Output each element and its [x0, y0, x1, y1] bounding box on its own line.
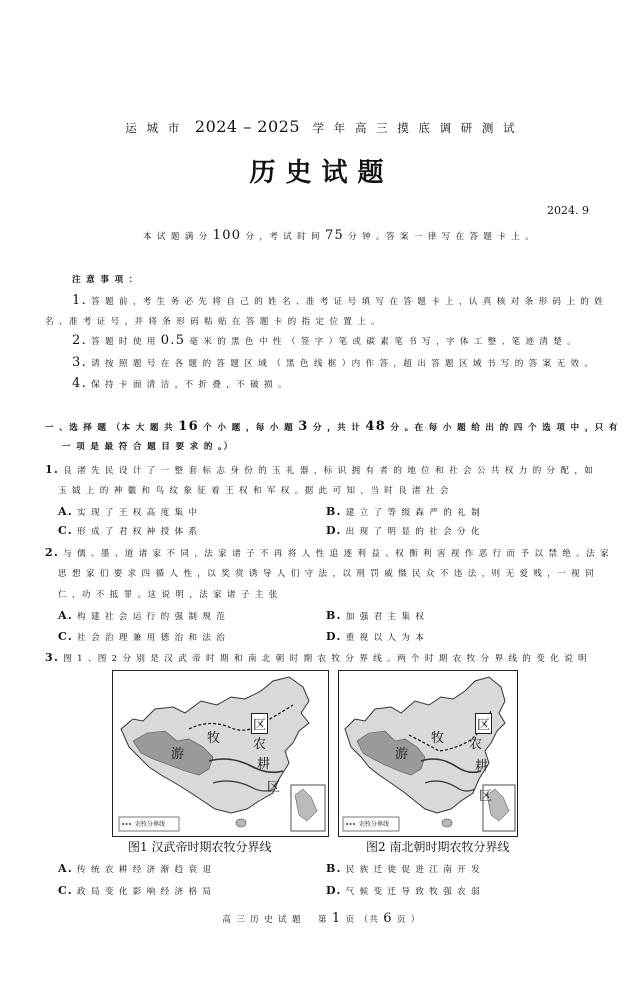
exam-info-p3: 分 钟 。答 案 一 律 写 在 答 题 卡 上 。: [348, 232, 536, 242]
footer-subject: 高 三 历 史 试 题: [222, 915, 302, 925]
q2-option-c-text: 社 会 治 理 兼 用 德 治 和 法 治: [77, 633, 227, 643]
header-suffix: 学 年 高 三 摸 底 调 研 测 试: [312, 121, 518, 135]
map-1-label-you: 游: [171, 747, 185, 762]
exam-minutes: 75: [324, 228, 345, 243]
section-1-each: 3: [298, 419, 309, 434]
note-1: [72, 293, 604, 308]
q2-option-d[interactable]: [326, 630, 425, 643]
map-1-label-mu: 牧: [207, 731, 221, 746]
map-2-label-nong: 农: [469, 737, 483, 752]
question-2-line2: 思 想 家 们 要 求 四 循 人 性 ，以 奖 赏 诱 导 人 们 守 法 ，以 刑 罚 威 慑 民 众 不 违 法 ，则 无 爱 贱 ，一 视 同: [58, 569, 595, 579]
header-prefix: 运 城 市: [125, 121, 183, 135]
q2-option-c[interactable]: [58, 630, 226, 643]
q1-option-b-label: B.: [326, 505, 342, 518]
note-3: [72, 355, 594, 370]
note-4: [72, 376, 288, 391]
exam-info: [143, 228, 535, 243]
q1-option-d-text: 出 现 了 明 显 的 社 会 分 化: [345, 527, 481, 537]
exam-header: [0, 117, 643, 136]
map-2-label-qu2: 区: [479, 789, 493, 804]
footer-page: 1: [331, 911, 342, 926]
header-year-range: 2024 – 2025: [194, 117, 300, 136]
section-1-c: 分 ，共 计: [312, 423, 362, 433]
q2-option-b-text: 加 强 君 主 集 权: [345, 612, 426, 622]
q1-option-a[interactable]: [58, 505, 198, 518]
section-1-count: 16: [178, 419, 199, 434]
map-2-label-you: 游: [395, 747, 409, 762]
map-1-caption: 图1 汉武帝时期农牧分界线: [128, 840, 272, 854]
footer-d: 页 ）: [396, 915, 421, 925]
q3-option-c[interactable]: [58, 884, 212, 897]
notes-heading: 注 意 事 项 ：: [72, 275, 139, 285]
section-1-a: 一 、选 择 题 （本 大 题 共: [45, 423, 174, 433]
q3-option-d-label: D.: [326, 884, 342, 897]
map-1-label-geng: 耕: [257, 757, 271, 772]
question-3-line1: 图 1 、图 2 分 别 是 汉 武 帝 时 期 和 南 北 朝 时 期 农 牧 分 界 线 。两 个 时 期 农 牧 分 界 线 的 变 化 说 明: [63, 654, 588, 664]
note-1-line2: 名 、准 考 证 号 ，并 将 条 形 码 粘 贴 在 答 题 卡 的 指 定 位 置 上 。: [45, 317, 382, 327]
q3-option-d-text: 气 候 变 迁 导 致 牧 强 农 弱: [345, 887, 481, 897]
note-1-num: 1.: [72, 293, 88, 308]
q2-option-c-label: C.: [58, 630, 73, 643]
q2-option-d-label: D.: [326, 630, 342, 643]
q3-option-b-label: B.: [326, 862, 342, 875]
question-1: [45, 463, 594, 476]
note-2-b: 毫 米 的 黑 色 中 性 （ 签 字 ）笔 或 碳 素 笔 书 写 ，字 体 工 整 、笔 迹 清 楚 。: [189, 337, 578, 347]
q3-option-b-text: 民 族 迁 徙 促 进 江 南 开 发: [345, 865, 482, 875]
q2-option-b-label: B.: [326, 609, 342, 622]
question-1-line1: 良 渚 先 民 设 计 了 一 整 套 标 志 身 份 的 玉 礼 器 ，标 识 拥 有 者 的 地 位 和 社 会 公 共 权 力 的 分 配 ，如: [63, 466, 595, 476]
map-2: [338, 670, 518, 837]
q3-option-c-label: C.: [58, 884, 73, 897]
q1-option-b-text: 建 立 了 等 级 森 严 的 礼 制: [345, 508, 482, 518]
q1-option-d[interactable]: [326, 524, 481, 537]
map-2-label-qu1: 区: [475, 713, 492, 734]
note-2: [72, 333, 577, 348]
q1-option-a-label: A.: [58, 505, 73, 518]
section-1-intro: [45, 419, 619, 434]
map-1-legend: 农牧分界线: [135, 821, 166, 828]
question-2-number: 2.: [45, 546, 60, 559]
page-footer: [0, 911, 643, 926]
question-2-line1: 与 儒 、墨 、道 诸 家 不 同 ，法 家 诸 子 不 再 将 人 性 追 逐 利 益 、权 衡 利 害 视 作 恶 行 而 予 以 禁 绝 。法 家: [63, 549, 610, 559]
map-1-label-qu1: 区: [251, 713, 268, 734]
section-1-total: 48: [365, 419, 387, 434]
footer-c: 页 （共: [345, 915, 380, 925]
note-2-size: 0.5: [160, 333, 186, 348]
q1-option-a-text: 实 现 了 王 权 高 度 集 中: [77, 508, 199, 518]
exam-info-p2: 分 ，考 试 时 间: [245, 232, 321, 242]
question-2: [45, 546, 610, 559]
note-4-text: 保 持 卡 面 清 洁 ，不 折 叠 ，不 破 损 。: [91, 380, 288, 390]
note-3-num: 3.: [72, 355, 88, 370]
q2-option-a-text: 构 建 社 会 运 行 的 强 制 规 范: [77, 612, 227, 622]
question-1-line2: 玉 钺 上 的 神 徽 和 鸟 纹 象 征 着 王 权 和 军 权 。据 此 可 知 ，当 时 良 渚 社 会: [58, 486, 450, 496]
note-1-line1: 答 题 前 ，考 生 务 必 先 将 自 己 的 姓 名 、准 考 证 号 填 写 在 答 题 卡 上 ，认 真 核 对 条 形 码 上 的 姓: [91, 297, 605, 307]
q2-option-d-text: 重 视 以 人 为 本: [345, 633, 426, 643]
q2-option-a[interactable]: [58, 609, 226, 622]
map-2-legend: 农牧分界线: [359, 821, 390, 828]
question-3-number: 3.: [45, 651, 60, 664]
question-3: [45, 651, 588, 664]
china-map-2-icon: [339, 671, 517, 836]
q1-option-b[interactable]: [326, 505, 481, 518]
question-2-line3: 仁 ，功 不 抵 罪 。这 说 明 ，法 家 诸 子 主 张: [58, 590, 279, 600]
note-2-num: 2.: [72, 333, 88, 348]
exam-info-p1: 本 试 题 满 分: [143, 232, 209, 242]
q1-option-c-text: 形 成 了 君 权 神 授 体 系: [77, 527, 199, 537]
note-3-text: 请 按 照 题 号 在 各 题 的 答 题 区 域 （ 黑 色 线 框 ）内 作 答 ，超 出 答 题 区 域 书 写 的 答 案 无 效 。: [91, 359, 595, 369]
q3-option-a[interactable]: [58, 862, 212, 875]
china-map-1-icon: [113, 671, 328, 836]
exam-date: 2024. 9: [547, 204, 589, 217]
q1-option-d-label: D.: [326, 524, 342, 537]
footer-total: 6: [383, 911, 393, 926]
map-2-label-geng: 耕: [475, 759, 489, 774]
footer-b: 第: [317, 915, 328, 925]
exam-score: 100: [212, 228, 242, 243]
map-2-caption: 图2 南北朝时期农牧分界线: [366, 840, 510, 854]
map-1-label-nong: 农: [253, 737, 267, 752]
section-1-line2: 一 项 是 最 符 合 题 目 要 求 的 。）: [62, 442, 234, 452]
note-4-num: 4.: [72, 376, 88, 391]
map-2-label-mu: 牧: [431, 731, 445, 746]
q3-option-d[interactable]: [326, 884, 481, 897]
q2-option-a-label: A.: [58, 609, 73, 622]
note-2-a: 答 题 时 使 用: [91, 337, 157, 347]
q3-option-a-text: 传 统 农 耕 经 济 渐 趋 衰 退: [77, 865, 213, 875]
q1-option-c-label: C.: [58, 524, 73, 537]
section-1-b: 个 小 题 ，每 小 题: [203, 423, 294, 433]
page-title: 历史试题: [249, 158, 394, 188]
question-1-number: 1.: [45, 463, 60, 476]
q3-option-c-text: 政 局 变 化 影 响 经 济 格 局: [77, 887, 213, 897]
q3-option-a-label: A.: [58, 862, 73, 875]
section-1-d: 分 。在 每 小 题 给 出 的 四 个 选 项 中 ，只 有: [390, 423, 619, 433]
q2-option-b[interactable]: [326, 609, 425, 622]
q1-option-c[interactable]: [58, 524, 198, 537]
q3-option-b[interactable]: [326, 862, 481, 875]
map-1: [112, 670, 329, 837]
map-1-label-qu2: 区: [267, 780, 281, 795]
